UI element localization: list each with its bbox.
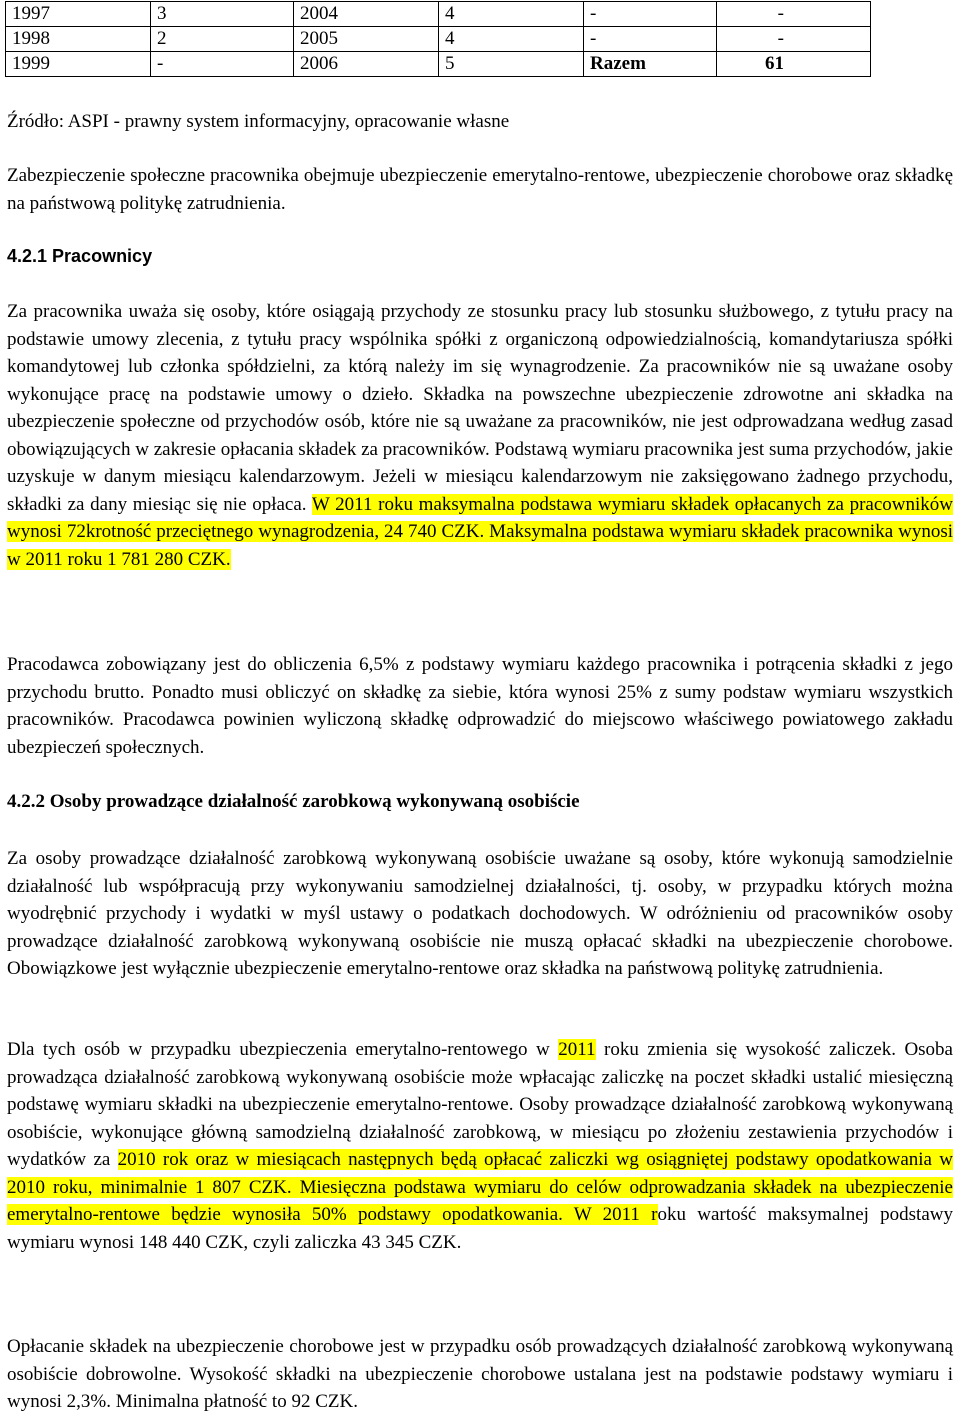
paragraph-text: Dla tych osób w przypadku ubezpieczenia emerytalno-rentowego w [7, 1039, 559, 1060]
table-cell: 5 [439, 52, 584, 77]
table-cell: - [584, 27, 717, 52]
paragraph-text: roku zmienia się wysokość zaliczek. Osoba prowadząca działalność zarobkową wykonywaną osobiście może wpłacając zaliczkę na poczet składki ustalić miesięczną podstawę wymiaru składki na ubezpieczenie emerytalno-rentowe. Osoby prowadzące działalność zarobkową wykonywaną osobiście, wykonujące główną samodzielną działalność zarobkową, w miesiącu po złożeniu zestawienia przychodów i wydatków za [7, 1039, 953, 1170]
table-cell: 2006 [294, 52, 439, 77]
table-cell: - [717, 27, 871, 52]
table-cell: 3 [151, 2, 294, 27]
table-cell: 2004 [294, 2, 439, 27]
paragraph-text: oku wartość maksymalnej podstawy wymiaru wynosi 148 440 CZK, czyli zaliczka 43 345 CZK. [7, 1204, 953, 1253]
section-1-paragraph-2: Pracodawca zobowiązany jest do obliczenia 6,5% z podstawy wymiaru każdego pracownika i potrącenia składki z jego przychodu brutto. Ponadto musi obliczyć on składkę za siebie, która wynosi 25% z sumy podstaw wymiaru wszystkich pracowników. Pracodawca powinien wyliczoną składkę odprowadzić do miejscowo właściwego powiatowego zakładu ubezpieczeń społecznych. [7, 654, 953, 758]
table-cell: - [151, 52, 294, 77]
table-cell: 2005 [294, 27, 439, 52]
table-row [6, 27, 871, 52]
table-row [6, 2, 871, 27]
source-note: Źródło: ASPI - prawny system informacyjny, opracowanie własne [7, 111, 510, 132]
section-2-paragraph-1: Za osoby prowadzące działalność zarobkową wykonywaną osobiście uważane są osoby, które wykonują samodzielnie działalność lub współpracują przy wykonywaniu samodzielnej działalności, tj. osoby, w przypadku których można wyodrębnić przychody i wydatki w myśl ustawy o podatkach dochodowych. W odróżnieniu od pracowników osoby prowadzące działalność zarobkową wykonywaną osobiście nie muszą opłacać składki na ubezpieczenie chorobowe. Obowiązkowe jest wyłącznie ubezpieczenie emerytalno-rentowe oraz składka na państwową politykę zatrudnienia. [7, 848, 953, 979]
table-cell: 4 [439, 27, 584, 52]
table-cell: 1999 [6, 52, 151, 77]
intro-paragraph: Zabezpieczenie społeczne pracownika obejmuje ubezpieczenie emerytalno-rentowe, ubezpieczenie chorobowe oraz składkę na państwową politykę zatrudnienia. [7, 165, 953, 214]
table-cell: 1997 [6, 2, 151, 27]
statistics-table [5, 1, 871, 77]
section-heading-4-2-1: 4.2.1 Pracownicy [7, 246, 153, 266]
table-cell: - [717, 2, 871, 27]
table-cell: 2 [151, 27, 294, 52]
highlighted-text: 2010 rok oraz w miesiącach następnych będą opłacać zaliczki wg osiągniętej podstawy opodatkowania w 2010 roku, minimalnie 1 807 CZK. Miesięczna podstawa wymiaru do celów odprowadzania składek na ubezpieczenie emerytalno-rentowe będzie wynosiła 50% podstawy opodatkowania. W 2011 r [7, 1149, 953, 1225]
table-cell: 4 [439, 2, 584, 27]
table-total-label: Razem [584, 52, 717, 77]
table-cell: - [584, 2, 717, 27]
table-cell: 1998 [6, 27, 151, 52]
section-2-paragraph-3: Opłacanie składek na ubezpieczenie chorobowe jest w przypadku osób prowadzących działalność zarobkową wykonywaną osobiście dobrowolne. Wysokość składki na ubezpieczenie chorobowe ustalana jest na podstawie podstawy wymiaru i wynosi 2,3%. Minimalna płatność to 92 CZK. [7, 1336, 953, 1412]
highlighted-text: 2011 [558, 1039, 596, 1060]
table-total-value: 61 [717, 52, 871, 77]
section-1-paragraph-1 [7, 298, 953, 573]
paragraph-text: Za pracownika uważa się osoby, które osiągają przychody ze stosunku pracy lub stosunku służbowego, z tytułu pracy na podstawie umowy zlecenia, z tytułu pracy wspólnika spółki z organiczoną odpowiedzialnością, komandytariusza spółki komandytowej lub członka spółdzielni, za którą należy im się wynagrodzenie. Za pracowników nie są uważane osoby wykonujące pracę na podstawie umowy o dzieło. Składka na powszechne ubezpieczenie zdrowotne ani składka na ubezpieczenie społeczne od przychodów osób, które nie są uważane za pracowników, nie jest odprowadzana według zasad obowiązujących w zakresie opłacania składek za pracowników. Podstawą wymiaru pracownika jest suma przychodów, jakie uzyskuje w danym miesiącu kalendarzowym. Jeżeli w miesiącu kalendarzowym nie zaksięgowano żadnego przychodu, składki za dany miesiąc się nie opłaca. [7, 301, 953, 515]
section-heading-4-2-2: 4.2.2 Osoby prowadzące działalność zarobkową wykonywaną osobiście [7, 791, 580, 812]
table-row [6, 52, 871, 77]
section-2-paragraph-2 [7, 1036, 953, 1256]
highlighted-text: W 2011 roku maksymalna podstawa wymiaru składek opłacanych za pracowników wynosi 72krotność przeciętnego wynagrodzenia, 24 740 CZK. Maksymalna podstawa wymiaru składek pracownika wynosi w 2011 roku 1 781 280 CZK. [7, 493, 953, 570]
